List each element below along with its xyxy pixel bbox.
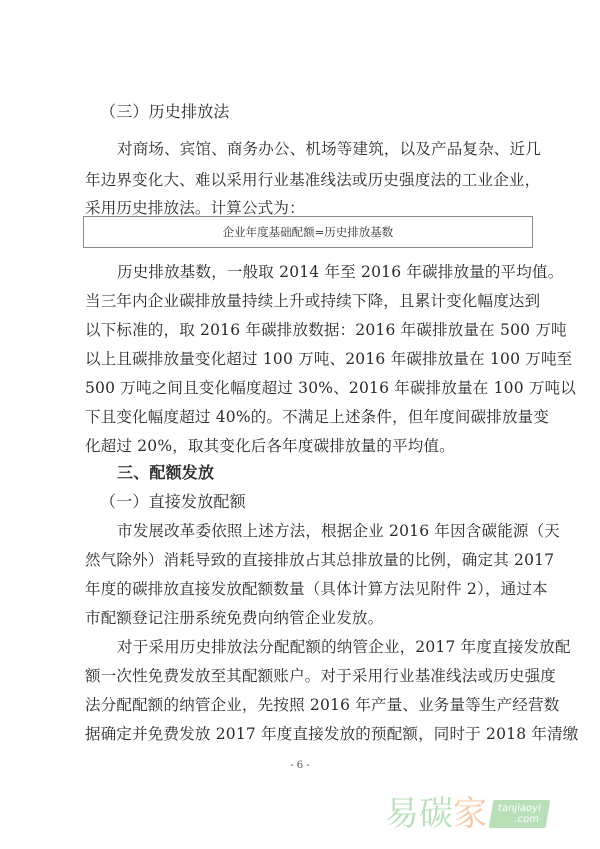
paragraph-line: 采用历史排放法。计算公式为： bbox=[85, 199, 305, 217]
paragraph-line: 500 万吨之间且变化幅度超过 30%、2016 年碳排放量在 100 万吨以 bbox=[85, 379, 577, 397]
page-number: - 6 - bbox=[290, 760, 310, 771]
paragraph-line: 市配额登记注册系统免费向纳管企业发放。 bbox=[85, 609, 384, 627]
paragraph-line: 年边界变化大、难以采用行业基准线法或历史强度法的工业企业， bbox=[85, 171, 541, 189]
paragraph-line: 对商场、宾馆、商务办公、机场等建筑，以及产品复杂、近几 bbox=[117, 140, 541, 158]
paragraph-line: 年度的碳排放直接发放配额数量（具体计算方法见附件 2），通过本 bbox=[85, 580, 548, 598]
section-heading: （三）历史排放法 bbox=[100, 102, 230, 121]
watermark-char: 易 bbox=[385, 794, 419, 834]
watermark-tag-line: tanjiaoyi bbox=[497, 803, 542, 814]
watermark-logo bbox=[385, 790, 585, 838]
paragraph-line: 以上且碳排放量变化超过 100 万吨、2016 年碳排放量在 100 万吨至 bbox=[85, 350, 573, 368]
paragraph-line: 法分配配额的纳管企业，先按照 2016 年产量、业务量等生产经营数 bbox=[85, 696, 560, 714]
paragraph-line: 当三年内企业碳排放量持续上升或持续下降，且累计变化幅度达到 bbox=[85, 292, 541, 310]
subsection-heading: （一）直接发放配额 bbox=[100, 492, 246, 511]
paragraph-line: 化超过 20%，取其变化后各年度碳排放量的平均值。 bbox=[85, 437, 455, 455]
watermark-tag bbox=[489, 800, 551, 828]
paragraph-line: 据确定并免费发放 2017 年度直接发放的预配额，同时于 2018 年清缴 bbox=[85, 725, 579, 743]
paragraph-line: 历史排放基数，一般取 2014 年至 2016 年碳排放量的平均值。 bbox=[117, 263, 564, 281]
watermark-char: 家 bbox=[453, 794, 487, 834]
watermark-char: 碳 bbox=[419, 794, 453, 834]
paragraph-line: 然气除外）消耗导致的直接排放占其总排放量的比例，确定其 2017 bbox=[85, 551, 555, 569]
paragraph-line: 对于采用历史排放法分配配额的纳管企业，2017 年度直接发放配 bbox=[117, 638, 571, 656]
watermark-tag-line: .com bbox=[513, 814, 540, 825]
formula-text: 企业年度基础配额=历史排放基数 bbox=[222, 225, 394, 239]
paragraph-line: 市发展改革委依照上述方法，根据企业 2016 年因含碳能源（天 bbox=[117, 522, 561, 540]
formula-box bbox=[83, 216, 533, 248]
paragraph-line: 下且变化幅度超过 40%的。不满足上述条件，但年度间碳排放量变 bbox=[85, 408, 550, 426]
paragraph-line: 以下标准的，取 2016 年碳排放数据：2016 年碳排放量在 500 万吨 bbox=[85, 321, 567, 339]
chapter-heading: 三、配额发放 bbox=[117, 463, 215, 482]
paragraph-line: 额一次性免费发放至其配额账户。对于采用行业基准线法或历史强度 bbox=[85, 667, 557, 685]
